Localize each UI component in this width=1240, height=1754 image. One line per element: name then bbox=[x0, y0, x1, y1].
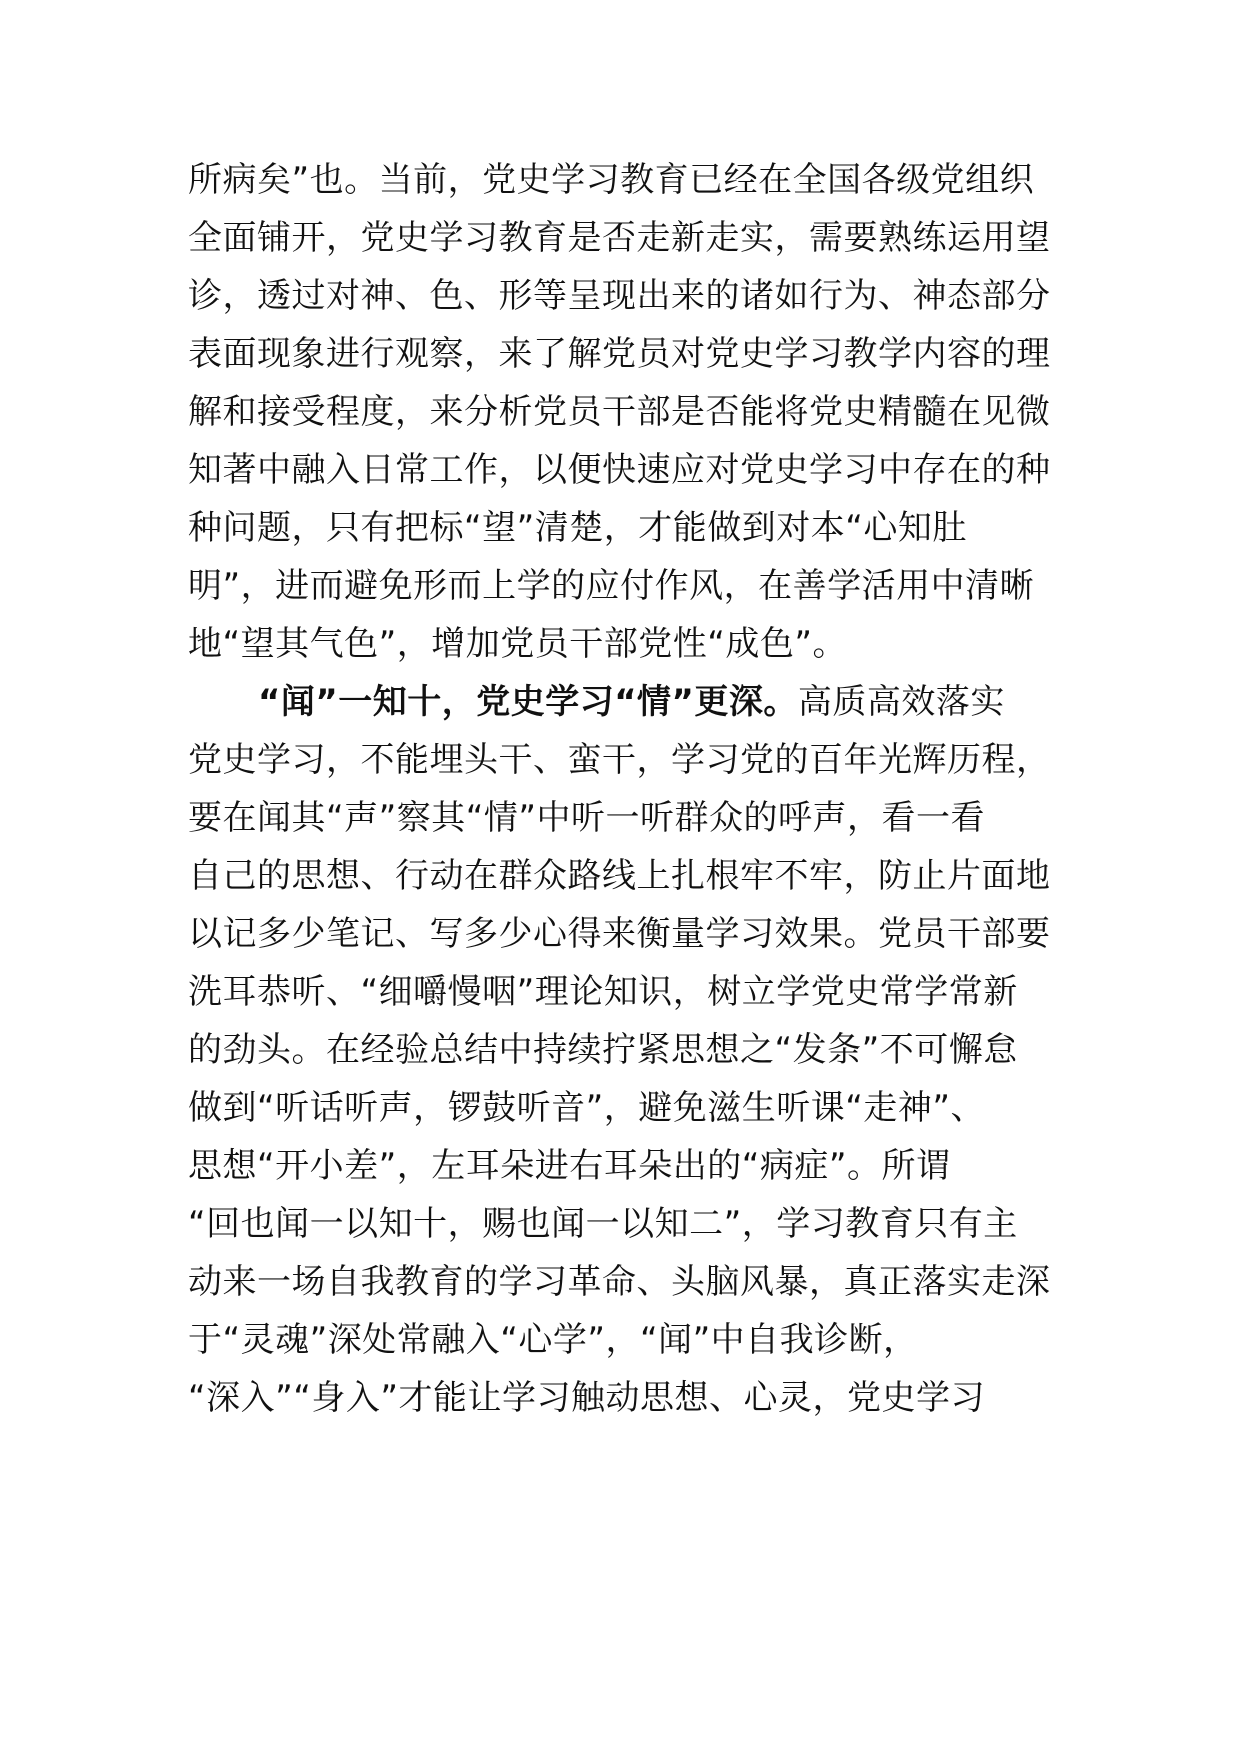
text-line: 全面铺开，党史学习教育是否走新走实，需要熟练运用望 bbox=[188, 218, 1051, 258]
paragraph-text: 高质高效落实 bbox=[797, 682, 1005, 722]
text-line: 所病矣”也。当前，党史学习教育已经在全国各级党组织 bbox=[188, 160, 1035, 200]
text-line: 种问题，只有把标“望”清楚，才能做到对本“心知肚 bbox=[188, 508, 967, 548]
text-line: 做到“听话听声，锣鼓听音”，避免滋生听课“走神”、 bbox=[188, 1088, 985, 1128]
text-line: 知著中融入日常工作，以便快速应对党史学习中存在的种 bbox=[188, 450, 1051, 490]
text-line: 洗耳恭听、“细嚼慢咽”理论知识，树立学党史常学常新 bbox=[188, 972, 1018, 1012]
paragraph-first-line bbox=[258, 669, 1068, 735]
text-line: “回也闻一以知十，赐也闻一以知二”，学习教育只有主 bbox=[188, 1204, 1018, 1244]
text-line: 地“望其气色”，增加党员干部党性“成色”。 bbox=[188, 624, 847, 664]
text-line: 思想“开小差”，左耳朵进右耳朵出的“病症”。所谓 bbox=[188, 1146, 951, 1186]
text-line: 的劲头。在经验总结中持续拧紧思想之“发条”不可懈怠 bbox=[188, 1030, 1018, 1070]
text-line: 动来一场自我教育的学习革命、头脑风暴，真正落实走深 bbox=[188, 1262, 1051, 1302]
text-line: “深入”“身入”才能让学习触动思想、心灵，党史学习 bbox=[188, 1378, 985, 1418]
text-line: 表面现象进行观察，来了解党员对党史学习教学内容的理 bbox=[188, 334, 1051, 374]
text-line: 解和接受程度，来分析党员干部是否能将党史精髓在见微 bbox=[188, 392, 1051, 432]
text-line: 自己的思想、行动在群众路线上扎根牢不牢，防止片面地 bbox=[188, 856, 1051, 896]
text-line: 党史学习，不能埋头干、蛮干，学习党的百年光辉历程， bbox=[188, 740, 1051, 780]
text-line: 以记多少笔记、写多少心得来衡量学习效果。党员干部要 bbox=[188, 914, 1051, 954]
paragraph-heading: “闻”一知十，党史学习“情”更深。 bbox=[258, 682, 798, 722]
text-line: 诊，透过对神、色、形等呈现出来的诸如行为、神态部分 bbox=[188, 276, 1051, 316]
text-line: 要在闻其“声”察其“情”中听一听群众的呼声，看一看 bbox=[188, 798, 985, 838]
text-line: 于“灵魂”深处常融入“心学”，“闻”中自我诊断， bbox=[188, 1320, 918, 1360]
text-line: 明”，进而避免形而上学的应付作风，在善学活用中清晰 bbox=[188, 566, 1035, 606]
